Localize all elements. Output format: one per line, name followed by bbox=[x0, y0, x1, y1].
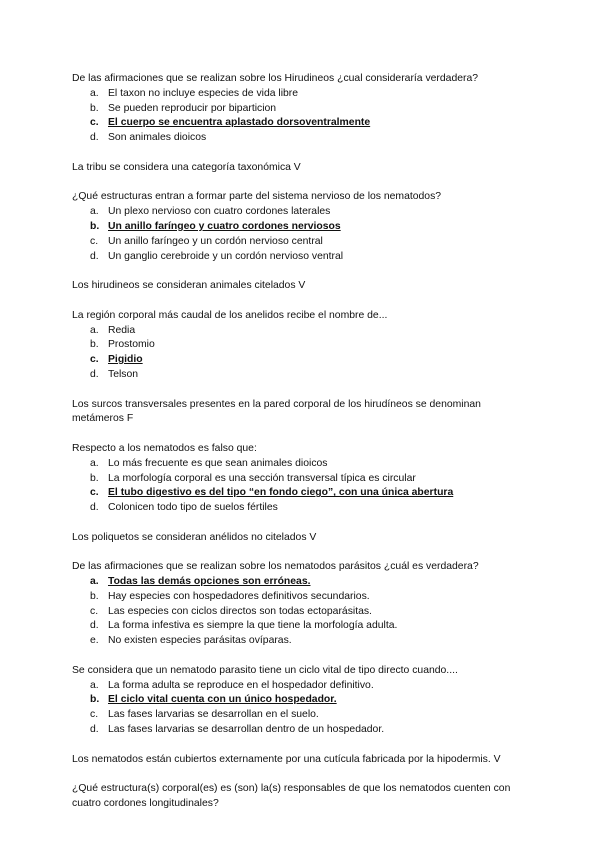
answer-option bbox=[72, 338, 532, 353]
answer-option-correct bbox=[72, 693, 532, 708]
option-letter: c. bbox=[90, 709, 99, 721]
option-text: Son animales dioicos bbox=[108, 132, 207, 144]
option-text: Todas las demás opciones son erróneas. bbox=[108, 576, 311, 588]
option-letter: b. bbox=[90, 590, 99, 602]
answer-option bbox=[72, 457, 532, 472]
answer-option bbox=[72, 102, 532, 117]
answer-option bbox=[72, 590, 532, 605]
option-text: El taxon no incluye especies de vida libre bbox=[108, 87, 299, 99]
option-letter: d. bbox=[90, 132, 99, 144]
option-letter: a. bbox=[90, 206, 99, 218]
question-text: De las afirmaciones que se realizan sobre los Hirudineos ¿cual consideraría verdadera? bbox=[72, 73, 479, 84]
option-text: Un plexo nervioso con cuatro cordones laterales bbox=[108, 206, 331, 218]
option-text: Un anillo faríngeo y cuatro cordones nerviosos bbox=[108, 220, 341, 232]
option-text: Un anillo faríngeo y un cordón nervioso central bbox=[108, 235, 323, 247]
question-text: Los surcos transversales presentes en la pared corporal de los hirudíneos se denominan metámeros F bbox=[72, 398, 481, 425]
option-letter: d. bbox=[90, 368, 99, 380]
option-letter: c. bbox=[90, 487, 99, 499]
option-text: Colonicen todo tipo de suelos fértiles bbox=[108, 502, 278, 514]
question-text: La tribu se considera una categoría taxonómica V bbox=[72, 161, 301, 173]
answer-option bbox=[72, 634, 532, 649]
option-letter: b. bbox=[90, 339, 99, 351]
option-text: Pigidio bbox=[108, 354, 143, 366]
answer-options-list bbox=[72, 205, 532, 264]
option-text: El tubo digestivo es del tipo “en fondo ciego”, con una única abertura bbox=[108, 487, 454, 499]
option-letter: d. bbox=[90, 620, 99, 632]
option-text: Las fases larvarias se desarrollan dentro de un hospedador. bbox=[108, 724, 385, 736]
option-text: Lo más frecuente es que sean animales dioicos bbox=[108, 457, 328, 469]
answer-option bbox=[72, 501, 532, 516]
option-letter: b. bbox=[90, 694, 100, 706]
option-text: Hay especies con hospedadores definitivos secundarios. bbox=[108, 590, 370, 602]
option-letter: a. bbox=[90, 324, 99, 336]
option-letter: b. bbox=[90, 220, 100, 232]
question-text: Los poliquetos se consideran anélidos no citelados V bbox=[72, 531, 317, 543]
answer-option bbox=[72, 723, 532, 738]
answer-options-list bbox=[72, 679, 532, 738]
answer-option bbox=[72, 472, 532, 487]
question-text: Los hirudineos se consideran animales citelados V bbox=[72, 280, 306, 292]
answer-option-correct bbox=[72, 353, 532, 368]
option-letter: e. bbox=[90, 635, 99, 647]
option-text: Las especies con ciclos directos son todas ectoparásitas. bbox=[108, 605, 372, 617]
option-letter: d. bbox=[90, 502, 99, 514]
option-letter: c. bbox=[90, 354, 99, 366]
answer-option-correct bbox=[72, 220, 532, 235]
option-letter: d. bbox=[90, 724, 99, 736]
option-text: La forma infestiva es siempre la que tiene la morfología adulta. bbox=[108, 620, 398, 632]
answer-options-list bbox=[72, 324, 532, 383]
option-text: El cuerpo se encuentra aplastado dorsoventralmente bbox=[108, 117, 371, 129]
option-text: Las fases larvarias se desarrollan en el suelo. bbox=[108, 709, 319, 721]
option-letter: b. bbox=[90, 102, 99, 114]
answer-option-correct bbox=[72, 116, 532, 131]
document-content bbox=[72, 72, 532, 812]
answer-option bbox=[72, 605, 532, 620]
option-letter: a. bbox=[90, 87, 99, 99]
answer-option bbox=[72, 131, 532, 146]
answer-option bbox=[72, 324, 532, 339]
question-text: Los nematodos están cubiertos externamente por una cutícula fabricada por la hipodermis. V bbox=[72, 753, 501, 765]
answer-option bbox=[72, 250, 532, 265]
answer-option bbox=[72, 235, 532, 250]
option-letter: c. bbox=[90, 117, 99, 129]
question-text: La región corporal más caudal de los anelidos recibe el nombre de... bbox=[72, 309, 388, 321]
answer-options-list bbox=[72, 575, 532, 649]
question-text: ¿Qué estructuras entran a formar parte del sistema nervioso de los nematodos? bbox=[72, 191, 442, 203]
answer-option bbox=[72, 619, 532, 634]
question-text: Se considera que un nematodo parasito tiene un ciclo vital de tipo directo cuando.... bbox=[72, 664, 458, 676]
answer-option bbox=[72, 679, 532, 694]
option-letter: a. bbox=[90, 576, 99, 588]
answer-option-correct bbox=[72, 575, 532, 590]
option-letter: b. bbox=[90, 472, 99, 484]
question-text: De las afirmaciones que se realizan sobre los nematodos parásitos ¿cuál es verdadera? bbox=[72, 561, 479, 573]
option-text: Redia bbox=[108, 324, 136, 336]
answer-options-list bbox=[72, 87, 532, 146]
option-text: La forma adulta se reproduce en el hospedador definitivo. bbox=[108, 679, 374, 691]
answer-option bbox=[72, 87, 532, 102]
option-text: Prostomio bbox=[108, 339, 155, 351]
answer-options-list bbox=[72, 457, 532, 516]
question-text: ¿Qué estructura(s) corporal(es) es (son) la(s) responsables de que los nematodos cuenten con cuatro cordones longitudinales? bbox=[72, 783, 511, 810]
option-text: Un ganglio cerebroide y un cordón nervioso ventral bbox=[108, 250, 344, 262]
option-letter: a. bbox=[90, 679, 99, 691]
question-text: Respecto a los nematodos es falso que: bbox=[72, 442, 257, 454]
answer-option bbox=[72, 205, 532, 220]
option-letter: c. bbox=[90, 235, 99, 247]
answer-option bbox=[72, 368, 532, 383]
option-text: El ciclo vital cuenta con un único hospedador. bbox=[108, 694, 337, 706]
option-text: No existen especies parásitas ovíparas. bbox=[108, 635, 292, 647]
option-text: La morfología corporal es una sección transversal típica es circular bbox=[108, 472, 416, 484]
option-text: Se pueden reproducir por biparticion bbox=[108, 102, 277, 114]
answer-option bbox=[72, 708, 532, 723]
option-letter: d. bbox=[90, 250, 99, 262]
option-text: Telson bbox=[108, 368, 139, 380]
option-letter: c. bbox=[90, 605, 99, 617]
answer-option-correct bbox=[72, 486, 532, 501]
option-letter: a. bbox=[90, 457, 99, 469]
